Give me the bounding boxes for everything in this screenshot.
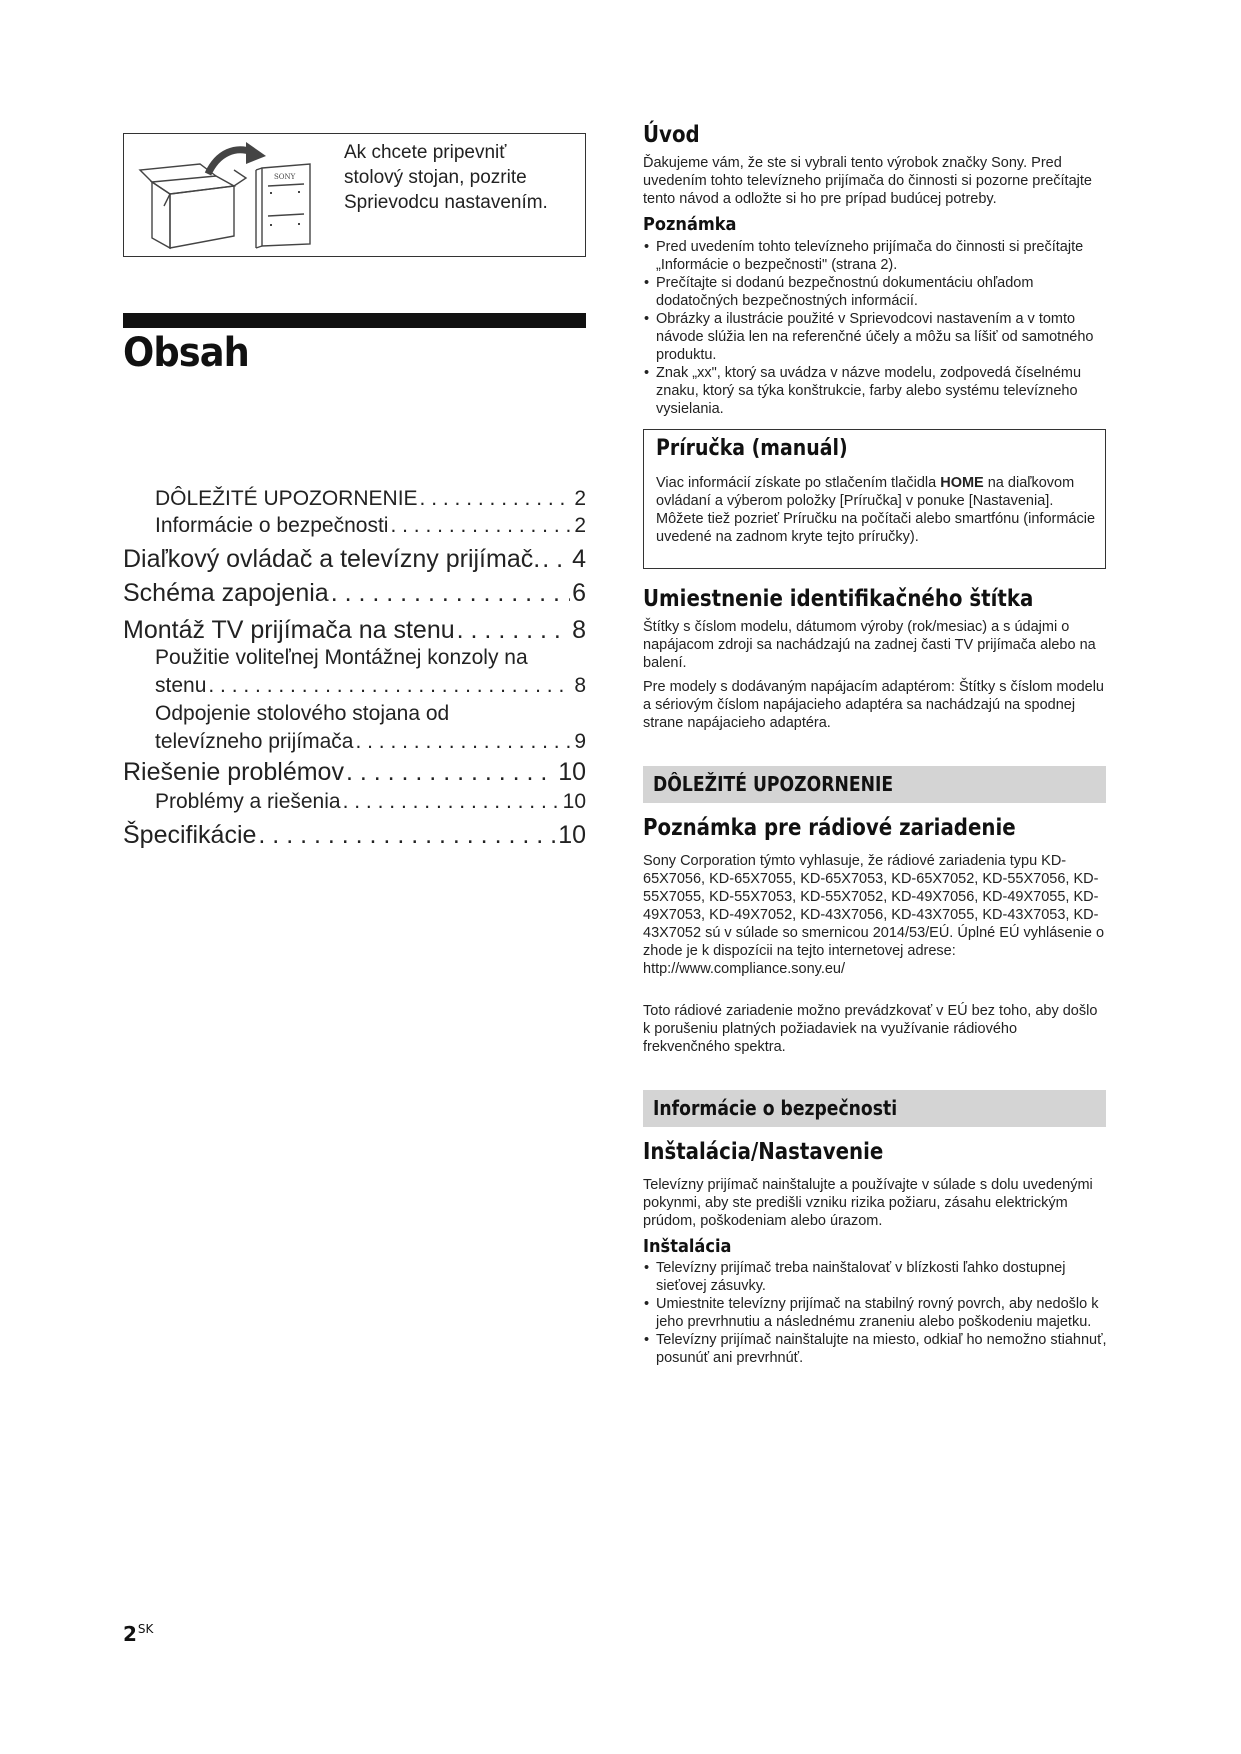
toc-entry[interactable]	[123, 545, 586, 574]
label-location-heading: Umiestnenie identifikačného štítka	[643, 586, 1034, 612]
installation-list	[643, 1259, 1108, 1367]
toc-entry[interactable]	[123, 616, 586, 645]
page-number: $2^{SK}$	[123, 1622, 154, 1646]
language-code: SK	[137, 1622, 154, 1636]
adapter-label-text: Pre modely s dodávaným napájacím adaptérom: Štítky s číslom modelu a sériovým číslom napájacieho adaptéra sa nachádzajú na spodnej strane napájacieho adaptéra.	[643, 679, 1104, 731]
stand-notice-text: Ak chcete pripevniť stolový stojan, pozrite Sprievodcu nastavením.	[344, 142, 548, 213]
toc-entry-page: 2	[574, 487, 586, 510]
toc-entry-title: Informácie o bezpečnosti	[155, 514, 389, 537]
list-item: • Pred uvedením tohto televízneho prijímača do činnosti si prečítajte „Informácie o bezpečnosti" (strana 2).	[643, 238, 1108, 274]
list-item: • Znak „xx", ktorý sa uvádza v názve modelu, zodpovedá číselnému znaku, ktorý sa týka konštrukcie, farby alebo systému televízneho vysielania.	[643, 364, 1108, 418]
important-notice-band	[643, 766, 1106, 803]
contents-divider-bar	[123, 313, 586, 328]
note-heading: Poznámka	[643, 214, 737, 235]
toc-entry[interactable]	[155, 730, 586, 754]
toc-entry-page: 2	[574, 514, 586, 537]
toc-entry[interactable]	[123, 821, 586, 850]
toc-entry-title: televízneho prijímača	[155, 730, 354, 753]
toc-entry-page: 10	[558, 758, 586, 786]
safety-information-title: Informácie o bezpečnosti	[653, 1096, 898, 1120]
toc-entry-page: 9	[574, 730, 586, 753]
installation-setup-heading: Inštalácia/Nastavenie	[643, 1139, 884, 1165]
radio-equipment-heading: Poznámka pre rádiové zariadenie	[643, 815, 1016, 841]
list-item: • Obrázky a ilustrácie použité v Sprievodcovi nastavením a v tomto návode slúžia len na referenčné účely a môžu sa líšiť od samotného produktu.	[643, 310, 1108, 364]
radio-equipment-usage: Toto rádiové zariadenie možno prevádzkovať v EÚ bez toho, aby došlo k porušeniu platných požiadaviek na využívanie rádiového frekvenčného spektra.	[643, 1003, 1098, 1055]
toc-entry[interactable]	[123, 579, 586, 608]
toc-entry-title: Montáž TV prijímača na stenu	[123, 616, 455, 644]
toc-entry-page: 4	[572, 545, 586, 573]
toc-entry[interactable]	[155, 487, 586, 511]
home-key-label: HOME	[940, 475, 984, 491]
list-item: • Prečítajte si dodanú bezpečnostnú dokumentáciu ohľadom dodatočných bezpečnostných informácií.	[643, 274, 1108, 310]
toc-entry-title: DÔLEŽITÉ UPOZORNENIE	[155, 487, 418, 510]
radio-equipment-declaration: Sony Corporation týmto vyhlasuje, že rádiové zariadenia typu KD-65X7056, KD-65X7055, KD-65X7053, KD-65X7052, KD-55X7056, KD-55X7055, KD-55X7053, KD-55X7052, KD-49X7056, KD-49X7055, KD-49X7053, KD-49X7052, KD-43X7056, KD-43X7055, KD-43X7053, KD-43X7052 sú v súlade so smernicou 2014/53/EÚ. Úplné EÚ vyhlásenie o zhode je k dispozícii na tejto internetovej adrese: http://www.compliance.sony.eu/	[643, 853, 1105, 977]
important-notice-title: DÔLEŽITÉ UPOZORNENIE	[653, 772, 894, 796]
toc-entry-title-line1[interactable]: Použitie voliteľnej Montážnej konzoly na	[155, 646, 528, 669]
manual-heading: Príručka (manuál)	[656, 436, 848, 461]
intro-text: Ďakujeme vám, že ste si vybrali tento výrobok značky Sony. Pred uvedením tohto televízneho prijímača do činnosti si pozorne prečítajte tento návod a odložte si ho pre prípad budúcej potreby.	[643, 155, 1092, 207]
toc-entry-title: stenu	[155, 674, 207, 697]
contents-title: Obsah	[123, 330, 249, 376]
label-location-text: Štítky s číslom modelu, dátumom výroby (rok/mesiac) a s údajmi o napájacom zdroji sa nachádzajú na zadnej časti TV prijímača alebo na balení.	[643, 619, 1096, 671]
toc-entry-page: 6	[572, 579, 586, 607]
list-item: • Televízny prijímač treba nainštalovať v blízkosti ľahko dostupnej sieťovej zásuvky.	[643, 1259, 1108, 1295]
manual-text: Viac informácií získate po stlačením tlačidla HOME na diaľkovom ovládaní a výberom položky [Príručka] v ponuke [Nastavenia]. Môžete tiež pozrieť Príručku na počítači alebo smartfónu (informácie uvedené na zadnom kryte tejto príručky).	[656, 475, 1096, 545]
tv-box-and-guide-illustration	[130, 140, 330, 250]
toc-entry-title: Riešenie problémov	[123, 758, 344, 786]
toc-entry[interactable]	[123, 758, 586, 787]
safety-information-band	[643, 1090, 1106, 1127]
toc-entry[interactable]	[155, 514, 586, 538]
toc-entry-title: Špecifikácie	[123, 821, 257, 849]
toc-entry-page: 10	[558, 821, 586, 849]
toc-entry[interactable]	[155, 790, 586, 814]
toc-entry-page: 8	[574, 674, 586, 697]
stand-notice-box	[123, 133, 586, 257]
toc-entry-page: 8	[572, 616, 586, 644]
sony-logo: SONY	[274, 173, 296, 181]
toc-entry-title: Schéma zapojenia	[123, 579, 329, 607]
manual-info-box	[643, 429, 1106, 569]
list-item: • Umiestnite televízny prijímač na stabilný rovný povrch, aby nedošlo k jeho prevrhnutiu a následnému zraneniu alebo poškodeniu majetku.	[643, 1295, 1108, 1331]
list-item: • Televízny prijímač nainštalujte na miesto, odkiaľ ho nemožno stiahnuť, posunúť ani prevrhnúť.	[643, 1331, 1108, 1367]
installation-setup-text: Televízny prijímač nainštalujte a používajte v súlade s dolu uvedenými pokynmi, aby ste predišli vzniku rizika požiaru, zásahu elektrickým prúdom, poškodeniam alebo úrazom.	[643, 1177, 1093, 1229]
installation-heading: Inštalácia	[643, 1236, 732, 1257]
intro-heading: Úvod	[643, 122, 700, 148]
toc-entry-title-line1[interactable]: Odpojenie stolového stojana od	[155, 702, 450, 725]
toc-entry-title: Problémy a riešenia	[155, 790, 341, 813]
note-list	[643, 238, 1108, 418]
toc-entry-title: Diaľkový ovládač a televízny prijímač.	[123, 545, 541, 573]
toc-entry-page: 10	[562, 790, 586, 813]
toc-entry[interactable]	[155, 674, 586, 698]
